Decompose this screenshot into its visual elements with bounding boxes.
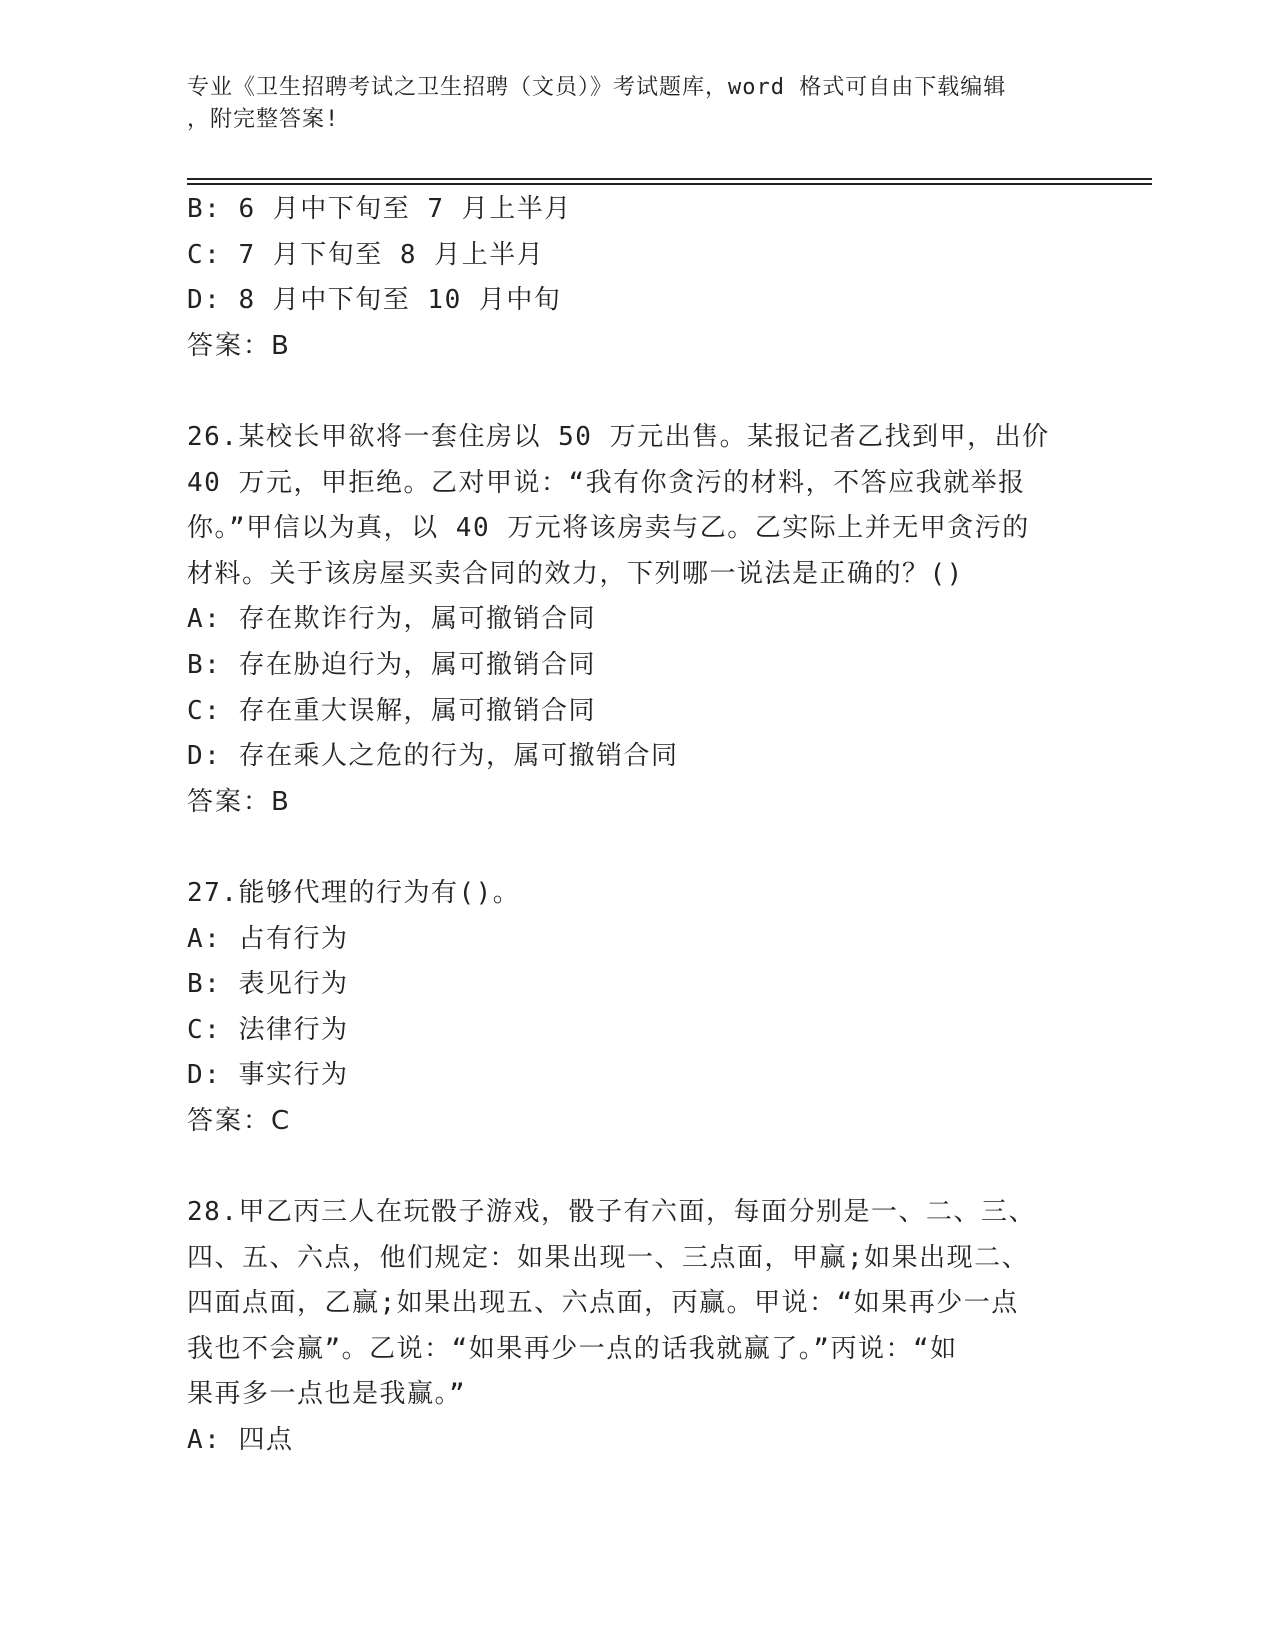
- question-text-line: 我也不会赢”。乙说：“如果再少一点的话我就赢了。”丙说：“如: [187, 1333, 958, 1364]
- question-28: [187, 1190, 1087, 1464]
- option-d: D: 事实行为: [187, 1060, 349, 1091]
- answer-line: 答案：C: [187, 1105, 292, 1136]
- question-25: [187, 187, 1087, 369]
- question-spacer: [187, 369, 1087, 415]
- question-text-line: 四面点面，乙赢;如果出现五、六点面，丙赢。甲说：“如果再少一点: [187, 1288, 1019, 1319]
- option-a: A: 存在欺诈行为，属可撤销合同: [187, 604, 596, 635]
- question-text-line: 四、五、六点，他们规定：如果出现一、三点面，甲赢;如果出现二、: [187, 1242, 1030, 1273]
- option-d: D: 8 月中下旬至 10 月中旬: [187, 285, 562, 316]
- header-line-1: 专业《卫生招聘考试之卫生招聘（文员）》考试题库，word 格式可自由下载编辑: [187, 75, 1007, 100]
- question-text-line: 26.某校长甲欲将一套住房以 50 万元出售。某报记者乙找到甲，出价: [187, 421, 1050, 452]
- answer-line: 答案：B: [187, 330, 291, 361]
- option-a: A: 占有行为: [187, 923, 349, 954]
- option-b: B: 表见行为: [187, 969, 349, 1000]
- question-text-line: 27.能够代理的行为有()。: [187, 877, 521, 908]
- option-c: C: 法律行为: [187, 1014, 349, 1045]
- question-spacer: [187, 1144, 1087, 1190]
- option-c: C: 存在重大误解，属可撤销合同: [187, 695, 596, 726]
- question-spacer: [187, 825, 1087, 871]
- question-text-line: 28.甲乙丙三人在玩骰子游戏，骰子有六面，每面分别是一、二、三、: [187, 1197, 1036, 1228]
- option-a: A: 四点: [187, 1425, 294, 1456]
- question-text-line: 你。”甲信以为真，以 40 万元将该房卖与乙。乙实际上并无甲贪污的: [187, 513, 1030, 544]
- question-26: [187, 415, 1087, 825]
- question-27: [187, 871, 1087, 1145]
- question-text-line: 材料。关于该房屋买卖合同的效力，下列哪一说法是正确的？(): [187, 558, 964, 589]
- document-header: [187, 72, 1067, 136]
- option-c: C: 7 月下旬至 8 月上半月: [187, 239, 545, 270]
- option-d: D: 存在乘人之危的行为，属可撤销合同: [187, 741, 679, 772]
- option-b: B: 存在胁迫行为，属可撤销合同: [187, 649, 596, 680]
- option-b: B: 6 月中下旬至 7 月上半月: [187, 194, 572, 224]
- header-line-2: ，附完整答案!: [187, 107, 340, 132]
- question-text-line: 果再多一点也是我赢。”: [187, 1379, 467, 1410]
- header-divider-bottom: [187, 183, 1152, 185]
- header-divider-top: [187, 178, 1152, 180]
- answer-line: 答案：B: [187, 786, 291, 817]
- question-content: [187, 187, 1087, 1464]
- question-text-line: 40 万元，甲拒绝。乙对甲说：“我有你贪污的材料，不答应我就举报: [187, 467, 1026, 498]
